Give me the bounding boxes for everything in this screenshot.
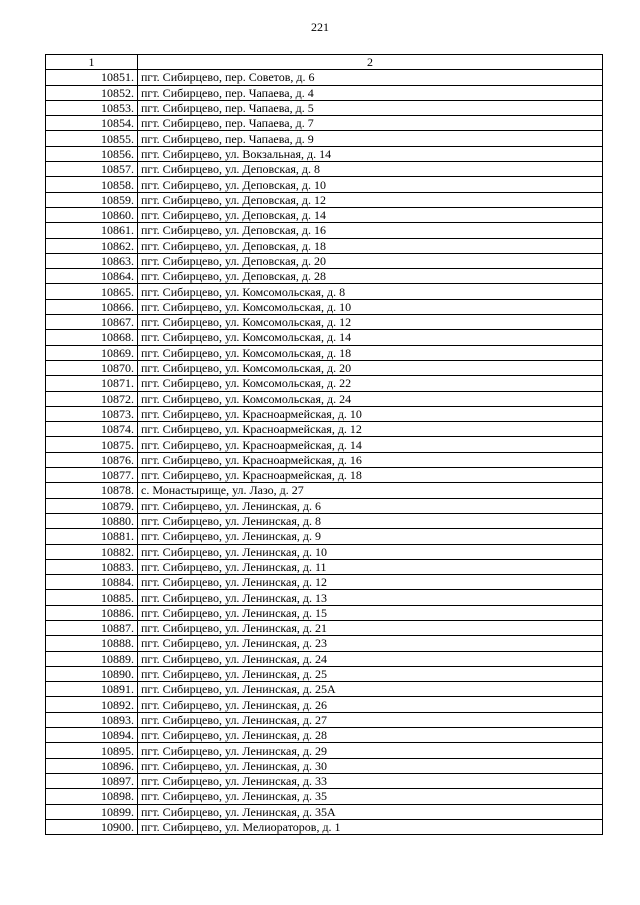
row-number-cell: 10851. [46,70,138,85]
table-row [46,529,603,544]
table-row [46,682,603,697]
table-body [46,70,603,835]
table-row [46,146,603,161]
row-number-cell: 10864. [46,269,138,284]
row-number-cell: 10884. [46,575,138,590]
table-row [46,605,603,620]
table-row [46,70,603,85]
row-number-cell: 10899. [46,804,138,819]
table-row [46,253,603,268]
row-number-cell: 10873. [46,406,138,421]
table-row [46,192,603,207]
address-cell: пгт. Сибирцево, ул. Ленинская, д. 33 [138,773,603,788]
table-row [46,315,603,330]
address-cell: пгт. Сибирцево, ул. Комсомольская, д. 8 [138,284,603,299]
row-number-cell: 10858. [46,177,138,192]
table-row [46,636,603,651]
address-cell: пгт. Сибирцево, ул. Ленинская, д. 23 [138,636,603,651]
row-number-cell: 10855. [46,131,138,146]
address-cell: пгт. Сибирцево, ул. Красноармейская, д. 18 [138,468,603,483]
address-cell: пгт. Сибирцево, ул. Деповская, д. 8 [138,162,603,177]
table-row [46,468,603,483]
row-number-cell: 10863. [46,253,138,268]
row-number-cell: 10862. [46,238,138,253]
row-number-cell: 10865. [46,284,138,299]
address-cell: пгт. Сибирцево, ул. Ленинская, д. 13 [138,590,603,605]
row-number-cell: 10868. [46,330,138,345]
table-row [46,238,603,253]
row-number-cell: 10878. [46,483,138,498]
table-row [46,223,603,238]
row-number-cell: 10893. [46,712,138,727]
address-cell: пгт. Сибирцево, ул. Ленинская, д. 35 [138,789,603,804]
address-cell: пгт. Сибирцево, ул. Ленинская, д. 11 [138,559,603,574]
address-cell: пгт. Сибирцево, ул. Ленинская, д. 30 [138,758,603,773]
address-cell: пгт. Сибирцево, ул. Комсомольская, д. 12 [138,315,603,330]
address-cell: пгт. Сибирцево, ул. Комсомольская, д. 18 [138,345,603,360]
row-number-cell: 10867. [46,315,138,330]
table-row [46,406,603,421]
row-number-cell: 10897. [46,773,138,788]
address-cell: пгт. Сибирцево, ул. Ленинская, д. 28 [138,728,603,743]
row-number-cell: 10852. [46,85,138,100]
address-cell: пгт. Сибирцево, ул. Деповская, д. 28 [138,269,603,284]
table-row [46,100,603,115]
address-cell: пгт. Сибирцево, ул. Ленинская, д. 27 [138,712,603,727]
table-row [46,177,603,192]
address-cell: пгт. Сибирцево, ул. Ленинская, д. 25А [138,682,603,697]
address-cell: пгт. Сибирцево, ул. Деповская, д. 10 [138,177,603,192]
row-number-cell: 10856. [46,146,138,161]
row-number-cell: 10888. [46,636,138,651]
address-cell: пгт. Сибирцево, ул. Ленинская, д. 25 [138,666,603,681]
row-number-cell: 10883. [46,559,138,574]
table-row [46,819,603,834]
table-row [46,437,603,452]
table-row [46,758,603,773]
address-cell: пгт. Сибирцево, ул. Комсомольская, д. 14 [138,330,603,345]
address-cell: пгт. Сибирцево, ул. Ленинская, д. 15 [138,605,603,620]
address-cell: пгт. Сибирцево, ул. Комсомольская, д. 10 [138,299,603,314]
row-number-cell: 10900. [46,819,138,834]
table-row [46,345,603,360]
address-cell: с. Монастырище, ул. Лазо, д. 27 [138,483,603,498]
table-row [46,299,603,314]
row-number-cell: 10882. [46,544,138,559]
address-cell: пгт. Сибирцево, ул. Комсомольская, д. 22 [138,376,603,391]
address-cell: пгт. Сибирцево, ул. Красноармейская, д. 12 [138,422,603,437]
address-cell: пгт. Сибирцево, ул. Деповская, д. 14 [138,207,603,222]
table-row [46,131,603,146]
table-row [46,391,603,406]
row-number-cell: 10880. [46,513,138,528]
table-row [46,712,603,727]
row-number-cell: 10859. [46,192,138,207]
table-row [46,728,603,743]
table-row [46,804,603,819]
table-row [46,651,603,666]
table-row [46,269,603,284]
table-row [46,330,603,345]
row-number-cell: 10889. [46,651,138,666]
address-cell: пгт. Сибирцево, ул. Красноармейская, д. 16 [138,452,603,467]
row-number-cell: 10898. [46,789,138,804]
address-cell: пгт. Сибирцево, пер. Чапаева, д. 9 [138,131,603,146]
table-row [46,422,603,437]
row-number-cell: 10896. [46,758,138,773]
row-number-cell: 10870. [46,360,138,375]
row-number-cell: 10877. [46,468,138,483]
address-cell: пгт. Сибирцево, ул. Ленинская, д. 12 [138,575,603,590]
table-row [46,513,603,528]
row-number-cell: 10895. [46,743,138,758]
table-row [46,773,603,788]
address-cell: пгт. Сибирцево, ул. Деповская, д. 12 [138,192,603,207]
address-cell: пгт. Сибирцево, ул. Деповская, д. 20 [138,253,603,268]
address-cell: пгт. Сибирцево, пер. Чапаева, д. 5 [138,100,603,115]
table-row [46,743,603,758]
address-cell: пгт. Сибирцево, ул. Комсомольская, д. 24 [138,391,603,406]
address-cell: пгт. Сибирцево, ул. Деповская, д. 16 [138,223,603,238]
row-number-cell: 10875. [46,437,138,452]
table-row [46,85,603,100]
address-cell: пгт. Сибирцево, ул. Ленинская, д. 9 [138,529,603,544]
table-header-row [46,55,603,70]
address-cell: пгт. Сибирцево, пер. Советов, д. 6 [138,70,603,85]
row-number-cell: 10866. [46,299,138,314]
address-cell: пгт. Сибирцево, пер. Чапаева, д. 4 [138,85,603,100]
row-number-cell: 10894. [46,728,138,743]
table-row [46,360,603,375]
row-number-cell: 10853. [46,100,138,115]
row-number-cell: 10854. [46,116,138,131]
address-cell: пгт. Сибирцево, пер. Чапаева, д. 7 [138,116,603,131]
row-number-cell: 10857. [46,162,138,177]
address-cell: пгт. Сибирцево, ул. Ленинская, д. 21 [138,620,603,635]
table-row [46,162,603,177]
address-cell: пгт. Сибирцево, ул. Ленинская, д. 10 [138,544,603,559]
address-cell: пгт. Сибирцево, ул. Красноармейская, д. 10 [138,406,603,421]
table-row [46,483,603,498]
address-table [45,54,603,835]
table-row [46,666,603,681]
table-row [46,207,603,222]
address-cell: пгт. Сибирцево, ул. Ленинская, д. 24 [138,651,603,666]
address-cell: пгт. Сибирцево, ул. Ленинская, д. 8 [138,513,603,528]
table-row [46,559,603,574]
row-number-cell: 10861. [46,223,138,238]
row-number-cell: 10886. [46,605,138,620]
table-row [46,376,603,391]
row-number-cell: 10887. [46,620,138,635]
table-row [46,544,603,559]
row-number-cell: 10885. [46,590,138,605]
address-cell: пгт. Сибирцево, ул. Ленинская, д. 35А [138,804,603,819]
address-cell: пгт. Сибирцево, ул. Ленинская, д. 26 [138,697,603,712]
table-row [46,789,603,804]
row-number-cell: 10869. [46,345,138,360]
row-number-cell: 10876. [46,452,138,467]
address-cell: пгт. Сибирцево, ул. Ленинская, д. 6 [138,498,603,513]
row-number-cell: 10860. [46,207,138,222]
address-cell: пгт. Сибирцево, ул. Ленинская, д. 29 [138,743,603,758]
row-number-cell: 10872. [46,391,138,406]
page-number: 221 [311,20,329,34]
column-header-address: 2 [138,55,603,70]
table-row [46,116,603,131]
row-number-cell: 10874. [46,422,138,437]
table-row [46,590,603,605]
table-row [46,498,603,513]
address-cell: пгт. Сибирцево, ул. Вокзальная, д. 14 [138,146,603,161]
row-number-cell: 10891. [46,682,138,697]
table-row [46,697,603,712]
row-number-cell: 10881. [46,529,138,544]
row-number-cell: 10890. [46,666,138,681]
table-row [46,620,603,635]
address-cell: пгт. Сибирцево, ул. Комсомольская, д. 20 [138,360,603,375]
table-row [46,452,603,467]
address-cell: пгт. Сибирцево, ул. Мелиораторов, д. 1 [138,819,603,834]
table-row [46,575,603,590]
address-cell: пгт. Сибирцево, ул. Деповская, д. 18 [138,238,603,253]
address-cell: пгт. Сибирцево, ул. Красноармейская, д. 14 [138,437,603,452]
row-number-cell: 10871. [46,376,138,391]
row-number-cell: 10879. [46,498,138,513]
row-number-cell: 10892. [46,697,138,712]
table-row [46,284,603,299]
column-header-number: 1 [46,55,138,70]
